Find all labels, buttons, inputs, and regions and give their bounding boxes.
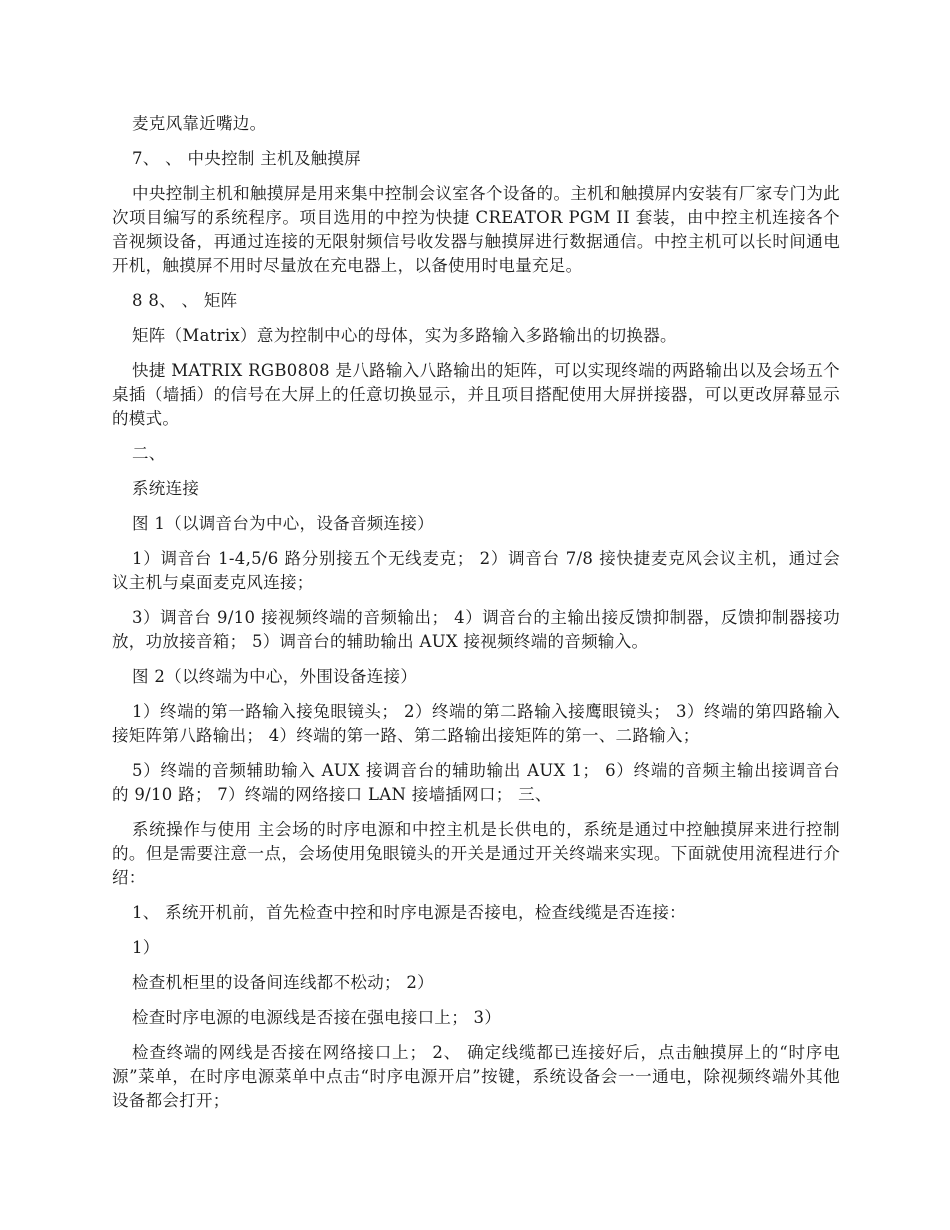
list-item: 检查机柜里的设备间连线都不松动； 2） xyxy=(132,973,434,992)
section-heading: 系统连接 xyxy=(132,479,200,498)
paragraph: 快捷 MATRIX RGB0808 是八路输入八路输出的矩阵，可以实现终端的两路输出以及会场五个桌插（墙插）的信号在大屏上的任意切换显示，并且项目搭配使用大屏拼接器，可以更改屏幕显示的模式。 xyxy=(112,361,840,428)
figure-caption: 图 2（以终端为中心，外围设备连接） xyxy=(132,667,418,686)
list-item: 检查时序电源的电源线是否接在强电接口上； 3） xyxy=(132,1008,502,1027)
figure-caption: 图 1（以调音台为中心，设备音频连接） xyxy=(132,514,434,533)
paragraph: 1）调音台 1-4,5/6 路分别接五个无线麦克； 2）调音台 7/8 接快捷麦克风会议主机，通过会议主机与桌面麦克风连接； xyxy=(112,549,840,592)
paragraph: 麦克风靠近嘴边。 xyxy=(132,114,267,133)
paragraph: 3）调音台 9/10 接视频终端的音频输出； 4）调音台的主输出接反馈抑制器，反馈抑制器接功放，功放接音箱； 5）调音台的辅助输出 AUX 接视频终端的音频输入。 xyxy=(112,608,840,651)
paragraph: 中央控制主机和触摸屏是用来集中控制会议室各个设备的。主机和触摸屏内安装有厂家专门为此次项目编写的系统程序。项目选用的中控为快捷 CREATOR PGM II 套装，由中控主机连接各个音视频设备，再通过连接的无限射频信号收发器与触摸屏进行数据通信。中控主机可以长时间通电开机，触摸屏不用时尽量放在充电器上，以备使用时电量充足。 xyxy=(112,184,840,275)
section-heading: 8 8、 、 矩阵 xyxy=(132,291,238,310)
list-item: 1、 系统开机前，首先检查中控和时序电源是否接电，检查线缆是否连接： xyxy=(132,903,686,922)
section-heading: 7、 、 中央控制 主机及触摸屏 xyxy=(132,149,362,168)
paragraph: 1）终端的第一路输入接兔眼镜头； 2）终端的第二路输入接鹰眼镜头； 3）终端的第四路输入接矩阵第八路输出； 4）终端的第一路、第二路输出接矩阵的第一、二路输入； xyxy=(112,702,840,745)
document-page xyxy=(112,112,840,1124)
list-item: 检查终端的网线是否接在网络接口上； 2、 确定线缆都已连接好后，点击触摸屏上的“时序电源”菜单，在时序电源菜单中点击“时序电源开启”按键，系统设备会一一通电，除视频终端外其他设备都会打开； xyxy=(112,1043,840,1110)
paragraph: 矩阵（Matrix）意为控制中心的母体，实为多路输入多路输出的切换器。 xyxy=(132,326,677,345)
section-heading: 二、 xyxy=(132,444,166,463)
paragraph: 系统操作与使用 主会场的时序电源和中控主机是长供电的，系统是通过中控触摸屏来进行控制的。但是需要注意一点，会场使用兔眼镜头的开关是通过开关终端来实现。下面就使用流程进行介绍： xyxy=(112,820,840,887)
paragraph: 5）终端的音频辅助输入 AUX 接调音台的辅助输出 AUX 1； 6）终端的音频主输出接调音台的 9/10 路； 7）终端的网络接口 LAN 接墙插网口； 三、 xyxy=(112,761,840,804)
list-item: 1） xyxy=(132,938,160,957)
